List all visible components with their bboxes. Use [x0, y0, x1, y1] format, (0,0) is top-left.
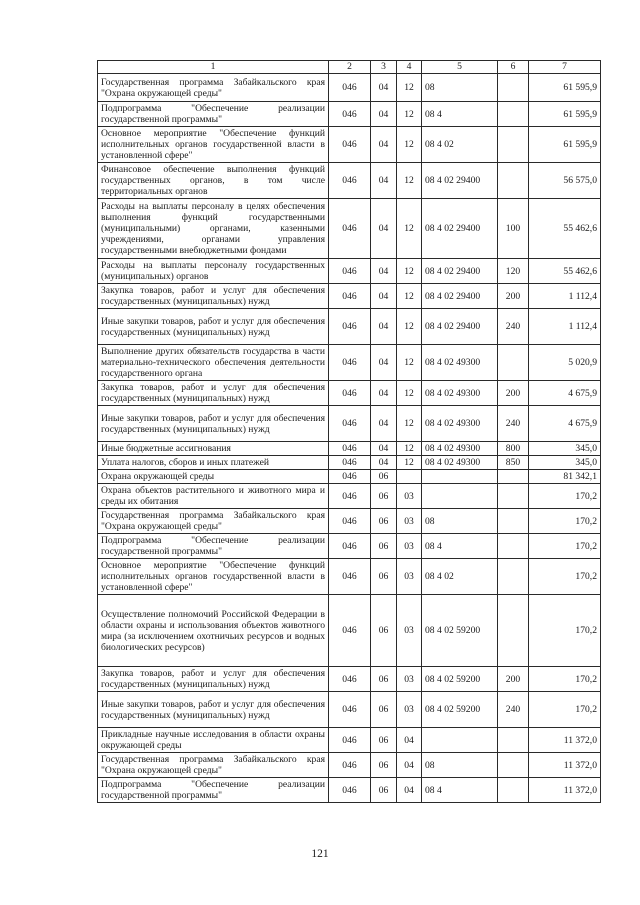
- cell-vr: [498, 74, 529, 102]
- cell-csr: 08 4 02: [422, 127, 498, 163]
- cell-name: Финансовое обеспечение выполнения функций государственных органов, в том числе территориальных органов: [98, 163, 329, 199]
- cell-name: Расходы на выплаты персоналу государственных (муниципальных) органов: [98, 259, 329, 284]
- cell-name: Иные закупки товаров, работ и услуг для обеспечения государственных (муниципальных) нужд: [98, 692, 329, 728]
- cell-pr: [397, 470, 422, 484]
- cell-vr: [498, 163, 529, 199]
- cell-csr: 08 4: [422, 102, 498, 127]
- table-body: [98, 74, 601, 803]
- cell-name: Осуществление полномочий Российской Федерации в области охраны и использования объектов животного мира (за исключением охотничьих ресурсов и водных биологических ресурсов): [98, 595, 329, 667]
- cell-sum: 11 372,0: [529, 778, 601, 803]
- header-col-ved: 2: [329, 61, 371, 74]
- cell-pr: 12: [397, 199, 422, 259]
- cell-vr: 200: [498, 284, 529, 309]
- cell-ved: 046: [329, 470, 371, 484]
- cell-ved: 046: [329, 559, 371, 595]
- cell-ved: 046: [329, 102, 371, 127]
- cell-rz: 06: [371, 667, 397, 692]
- cell-ved: 046: [329, 381, 371, 406]
- cell-vr: [498, 345, 529, 381]
- cell-pr: 03: [397, 509, 422, 534]
- cell-vr: [498, 753, 529, 778]
- cell-pr: 04: [397, 778, 422, 803]
- header-col-sum: 7: [529, 61, 601, 74]
- cell-name: Закупка товаров, работ и услуг для обеспечения государственных (муниципальных) нужд: [98, 381, 329, 406]
- cell-pr: 04: [397, 728, 422, 753]
- cell-pr: 12: [397, 74, 422, 102]
- cell-pr: 12: [397, 442, 422, 456]
- cell-vr: 200: [498, 381, 529, 406]
- cell-sum: 4 675,9: [529, 406, 601, 442]
- cell-ved: 046: [329, 509, 371, 534]
- table-row: [98, 442, 601, 456]
- cell-vr: 240: [498, 406, 529, 442]
- cell-pr: 03: [397, 559, 422, 595]
- cell-name: Государственная программа Забайкальского края "Охрана окружающей среды": [98, 74, 329, 102]
- table-row: [98, 778, 601, 803]
- cell-name: Подпрограмма "Обеспечение реализации государственной программы": [98, 534, 329, 559]
- cell-ved: 046: [329, 406, 371, 442]
- cell-name: Выполнение других обязательств государства в части материально-технического обеспечения деятельности государственного органа: [98, 345, 329, 381]
- cell-rz: 04: [371, 345, 397, 381]
- cell-sum: 4 675,9: [529, 381, 601, 406]
- cell-csr: 08 4: [422, 534, 498, 559]
- cell-rz: 06: [371, 509, 397, 534]
- table-row: [98, 559, 601, 595]
- cell-rz: 06: [371, 692, 397, 728]
- cell-name: Уплата налогов, сборов и иных платежей: [98, 456, 329, 470]
- cell-ved: 046: [329, 199, 371, 259]
- cell-rz: 06: [371, 728, 397, 753]
- cell-sum: 11 372,0: [529, 753, 601, 778]
- cell-pr: 04: [397, 753, 422, 778]
- cell-pr: 12: [397, 309, 422, 345]
- table-row: [98, 74, 601, 102]
- cell-vr: [498, 559, 529, 595]
- cell-ved: 046: [329, 595, 371, 667]
- cell-rz: 04: [371, 284, 397, 309]
- table-row: [98, 484, 601, 509]
- table-row: [98, 406, 601, 442]
- cell-pr: 03: [397, 667, 422, 692]
- table-row: [98, 127, 601, 163]
- cell-sum: 170,2: [529, 534, 601, 559]
- cell-name: Иные закупки товаров, работ и услуг для обеспечения государственных (муниципальных) нужд: [98, 309, 329, 345]
- cell-csr: 08 4 02 49300: [422, 442, 498, 456]
- cell-vr: 200: [498, 667, 529, 692]
- table-row: [98, 753, 601, 778]
- cell-csr: 08 4 02 49300: [422, 381, 498, 406]
- table-row: [98, 284, 601, 309]
- table-row: [98, 470, 601, 484]
- cell-rz: 06: [371, 534, 397, 559]
- table-row: [98, 534, 601, 559]
- cell-sum: 1 112,4: [529, 309, 601, 345]
- cell-vr: 240: [498, 692, 529, 728]
- cell-rz: 04: [371, 309, 397, 345]
- cell-sum: 170,2: [529, 509, 601, 534]
- cell-csr: 08 4 02 29400: [422, 309, 498, 345]
- cell-pr: 12: [397, 406, 422, 442]
- cell-ved: 046: [329, 778, 371, 803]
- header-col-rz: 3: [371, 61, 397, 74]
- cell-rz: 06: [371, 559, 397, 595]
- cell-csr: 08 4: [422, 778, 498, 803]
- cell-name: Государственная программа Забайкальского края "Охрана окружающей среды": [98, 509, 329, 534]
- cell-sum: 170,2: [529, 484, 601, 509]
- cell-ved: 046: [329, 345, 371, 381]
- cell-vr: [498, 728, 529, 753]
- cell-ved: 046: [329, 442, 371, 456]
- cell-rz: 06: [371, 595, 397, 667]
- cell-csr: [422, 728, 498, 753]
- cell-rz: 04: [371, 406, 397, 442]
- cell-sum: 61 595,9: [529, 102, 601, 127]
- cell-csr: 08 4 02 49300: [422, 456, 498, 470]
- table-row: [98, 199, 601, 259]
- cell-pr: 12: [397, 102, 422, 127]
- cell-ved: 046: [329, 484, 371, 509]
- table-row: [98, 102, 601, 127]
- page-number: 121: [311, 848, 329, 860]
- cell-ved: 046: [329, 728, 371, 753]
- cell-vr: 120: [498, 259, 529, 284]
- header-col-name: 1: [98, 61, 329, 74]
- cell-name: Закупка товаров, работ и услуг для обеспечения государственных (муниципальных) нужд: [98, 667, 329, 692]
- cell-vr: [498, 470, 529, 484]
- cell-name: Охрана объектов растительного и животного мира и среды их обитания: [98, 484, 329, 509]
- cell-rz: 04: [371, 259, 397, 284]
- cell-vr: 850: [498, 456, 529, 470]
- cell-vr: 800: [498, 442, 529, 456]
- cell-name: Основное мероприятие "Обеспечение функций исполнительных органов государственной власти в установленной сфере": [98, 559, 329, 595]
- cell-ved: 046: [329, 753, 371, 778]
- cell-name: Охрана окружающей среды: [98, 470, 329, 484]
- table-row: [98, 345, 601, 381]
- cell-ved: 046: [329, 259, 371, 284]
- cell-name: Основное мероприятие "Обеспечение функций исполнительных органов государственной власти в установленной сфере": [98, 127, 329, 163]
- cell-sum: 5 020,9: [529, 345, 601, 381]
- cell-rz: 04: [371, 456, 397, 470]
- cell-ved: 046: [329, 534, 371, 559]
- cell-csr: 08: [422, 753, 498, 778]
- table-row: [98, 309, 601, 345]
- cell-rz: 06: [371, 470, 397, 484]
- cell-rz: 06: [371, 778, 397, 803]
- table-row: [98, 692, 601, 728]
- cell-ved: 046: [329, 127, 371, 163]
- cell-vr: [498, 534, 529, 559]
- cell-sum: 81 342,1: [529, 470, 601, 484]
- cell-sum: 170,2: [529, 559, 601, 595]
- cell-sum: 55 462,6: [529, 259, 601, 284]
- cell-csr: 08 4 02: [422, 559, 498, 595]
- cell-sum: 170,2: [529, 692, 601, 728]
- cell-ved: 046: [329, 456, 371, 470]
- cell-pr: 12: [397, 345, 422, 381]
- cell-rz: 04: [371, 74, 397, 102]
- header-col-vr: 6: [498, 61, 529, 74]
- cell-pr: 12: [397, 284, 422, 309]
- cell-sum: 345,0: [529, 456, 601, 470]
- cell-pr: 12: [397, 163, 422, 199]
- cell-vr: [498, 595, 529, 667]
- cell-pr: 12: [397, 381, 422, 406]
- cell-sum: 345,0: [529, 442, 601, 456]
- cell-pr: 12: [397, 127, 422, 163]
- budget-table: [97, 60, 601, 803]
- cell-rz: 04: [371, 199, 397, 259]
- cell-csr: [422, 484, 498, 509]
- table-row: [98, 456, 601, 470]
- header-col-csr: 5: [422, 61, 498, 74]
- cell-sum: 1 112,4: [529, 284, 601, 309]
- cell-rz: 04: [371, 163, 397, 199]
- cell-ved: 046: [329, 692, 371, 728]
- cell-name: Подпрограмма "Обеспечение реализации государственной программы": [98, 102, 329, 127]
- cell-ved: 046: [329, 74, 371, 102]
- cell-pr: 03: [397, 534, 422, 559]
- cell-vr: 100: [498, 199, 529, 259]
- table-header: [98, 61, 601, 74]
- cell-pr: 12: [397, 259, 422, 284]
- cell-sum: 61 595,9: [529, 74, 601, 102]
- cell-rz: 04: [371, 102, 397, 127]
- cell-csr: 08: [422, 74, 498, 102]
- cell-rz: 04: [371, 127, 397, 163]
- cell-csr: 08 4 02 29400: [422, 199, 498, 259]
- cell-vr: [498, 127, 529, 163]
- cell-name: Иные бюджетные ассигнования: [98, 442, 329, 456]
- cell-rz: 04: [371, 381, 397, 406]
- cell-vr: [498, 509, 529, 534]
- cell-vr: 240: [498, 309, 529, 345]
- cell-pr: 03: [397, 692, 422, 728]
- table-row: [98, 381, 601, 406]
- table-row: [98, 667, 601, 692]
- cell-csr: 08 4 02 59200: [422, 667, 498, 692]
- cell-csr: 08 4 02 49300: [422, 345, 498, 381]
- cell-name: Государственная программа Забайкальского края "Охрана окружающей среды": [98, 753, 329, 778]
- cell-csr: 08 4 02 59200: [422, 692, 498, 728]
- table-row: [98, 163, 601, 199]
- header-col-pr: 4: [397, 61, 422, 74]
- cell-csr: 08 4 02 29400: [422, 284, 498, 309]
- cell-csr: 08 4 02 49300: [422, 406, 498, 442]
- cell-sum: 170,2: [529, 595, 601, 667]
- cell-pr: 03: [397, 595, 422, 667]
- cell-vr: [498, 484, 529, 509]
- cell-sum: 61 595,9: [529, 127, 601, 163]
- cell-vr: [498, 778, 529, 803]
- cell-sum: 11 372,0: [529, 728, 601, 753]
- cell-pr: 12: [397, 456, 422, 470]
- cell-pr: 03: [397, 484, 422, 509]
- cell-name: Расходы на выплаты персоналу в целях обеспечения выполнения функций государственными (муниципальными) органами, казенными учреждениями, органами управления государственными внебюджетными фондами: [98, 199, 329, 259]
- cell-csr: 08 4 02 59200: [422, 595, 498, 667]
- cell-ved: 046: [329, 667, 371, 692]
- cell-sum: 56 575,0: [529, 163, 601, 199]
- cell-ved: 046: [329, 309, 371, 345]
- cell-ved: 046: [329, 163, 371, 199]
- cell-csr: 08: [422, 509, 498, 534]
- table-row: [98, 728, 601, 753]
- table-row: [98, 595, 601, 667]
- cell-sum: 170,2: [529, 667, 601, 692]
- cell-csr: [422, 470, 498, 484]
- header-row: [98, 61, 601, 74]
- cell-name: Подпрограмма "Обеспечение реализации государственной программы": [98, 778, 329, 803]
- cell-csr: 08 4 02 29400: [422, 259, 498, 284]
- cell-name: Иные закупки товаров, работ и услуг для обеспечения государственных (муниципальных) нужд: [98, 406, 329, 442]
- cell-csr: 08 4 02 29400: [422, 163, 498, 199]
- cell-rz: 04: [371, 442, 397, 456]
- table-row: [98, 509, 601, 534]
- cell-ved: 046: [329, 284, 371, 309]
- cell-name: Закупка товаров, работ и услуг для обеспечения государственных (муниципальных) нужд: [98, 284, 329, 309]
- cell-rz: 06: [371, 484, 397, 509]
- cell-name: Прикладные научные исследования в области охраны окружающей среды: [98, 728, 329, 753]
- table-row: [98, 259, 601, 284]
- cell-sum: 55 462,6: [529, 199, 601, 259]
- cell-rz: 06: [371, 753, 397, 778]
- cell-vr: [498, 102, 529, 127]
